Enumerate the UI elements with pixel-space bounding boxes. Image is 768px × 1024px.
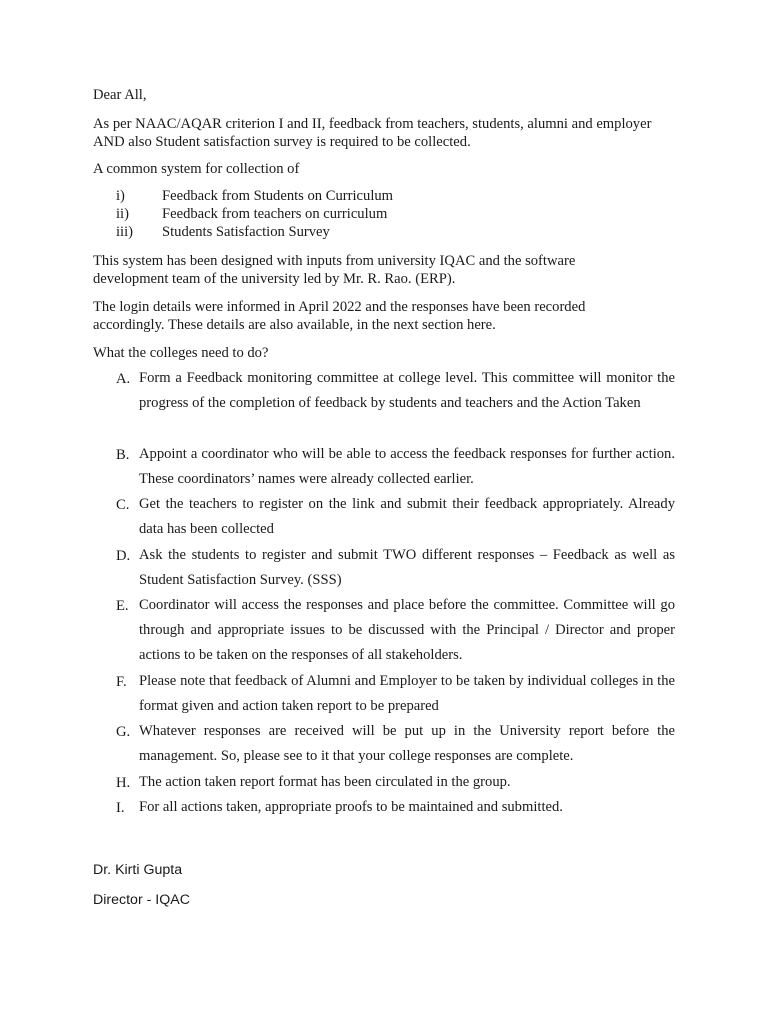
list-item-letter: G. bbox=[116, 724, 131, 740]
salutation: Dear All, bbox=[93, 87, 147, 103]
signatory-name: Dr. Kirti Gupta bbox=[93, 862, 183, 878]
signatory-title: Director - IQAC bbox=[93, 892, 190, 908]
list-item-letter: C. bbox=[116, 497, 130, 513]
list-item-text: The action taken report format has been circulated in the group. bbox=[139, 774, 511, 790]
list-item-letter: F. bbox=[116, 674, 127, 690]
list-item-letter: B. bbox=[116, 447, 130, 463]
list-item-text: Get the teachers to register on the link and submit their feedback appropriately. Already data has been collected bbox=[139, 496, 675, 538]
list-item-text: Please note that feedback of Alumni and Employer to be taken by individual colleges in the format given and action taken report to be prepared bbox=[139, 673, 675, 715]
colleges-todo-heading: What the colleges need to do? bbox=[93, 345, 269, 361]
list-item-text: For all actions taken, appropriate proofs to be maintained and submitted. bbox=[139, 799, 563, 815]
list-item-text: Feedback from Students on Curriculum bbox=[162, 188, 394, 204]
intro-paragraph: As per NAAC/AQAR criterion I and II, feedback from teachers, students, alumni and employer AND also Student satisfaction survey is required to be collected. bbox=[93, 116, 652, 150]
list-item-text: Feedback from teachers on curriculum bbox=[162, 206, 388, 222]
list-item-number: iii) bbox=[116, 224, 134, 240]
list-item-text: Whatever responses are received will be put up in the University report before the management. So, please see to it that your college responses are complete. bbox=[139, 723, 675, 765]
list-item-letter: H. bbox=[116, 775, 131, 791]
list-item-letter: E. bbox=[116, 598, 129, 614]
list-item-letter: A. bbox=[116, 371, 131, 387]
list-item-number: i) bbox=[116, 188, 125, 204]
list-item-text: Form a Feedback monitoring committee at college level. This committee will monitor the progress of the completion of feedback by students and teachers and the Action Taken bbox=[139, 370, 675, 412]
list-item-letter: I. bbox=[116, 800, 125, 816]
login-details-paragraph: The login details were informed in April 2022 and the responses have been recorded accordingly. These details are also available, in the next section here. bbox=[93, 299, 586, 333]
list-item-text: Appoint a coordinator who will be able to access the feedback responses for further action. These coordinators’ names were already collected earlier. bbox=[139, 446, 675, 488]
list-item-letter: D. bbox=[116, 548, 131, 564]
list-item-text: Coordinator will access the responses and place before the committee. Committee will go through and appropriate issues to be discussed with the Principal / Director and proper actions to be taken on the responses of all stakeholders. bbox=[139, 597, 675, 664]
system-design-paragraph: This system has been designed with inputs from university IQAC and the software development team of the university led by Mr. R. Rao. (ERP). bbox=[93, 253, 576, 287]
list-item-number: ii) bbox=[116, 206, 129, 222]
list-item-text: Students Satisfaction Survey bbox=[162, 224, 330, 240]
common-system-line: A common system for collection of bbox=[93, 161, 300, 177]
list-item-text: Ask the students to register and submit TWO different responses – Feedback as well as Student Satisfaction Survey. (SSS) bbox=[139, 547, 675, 589]
